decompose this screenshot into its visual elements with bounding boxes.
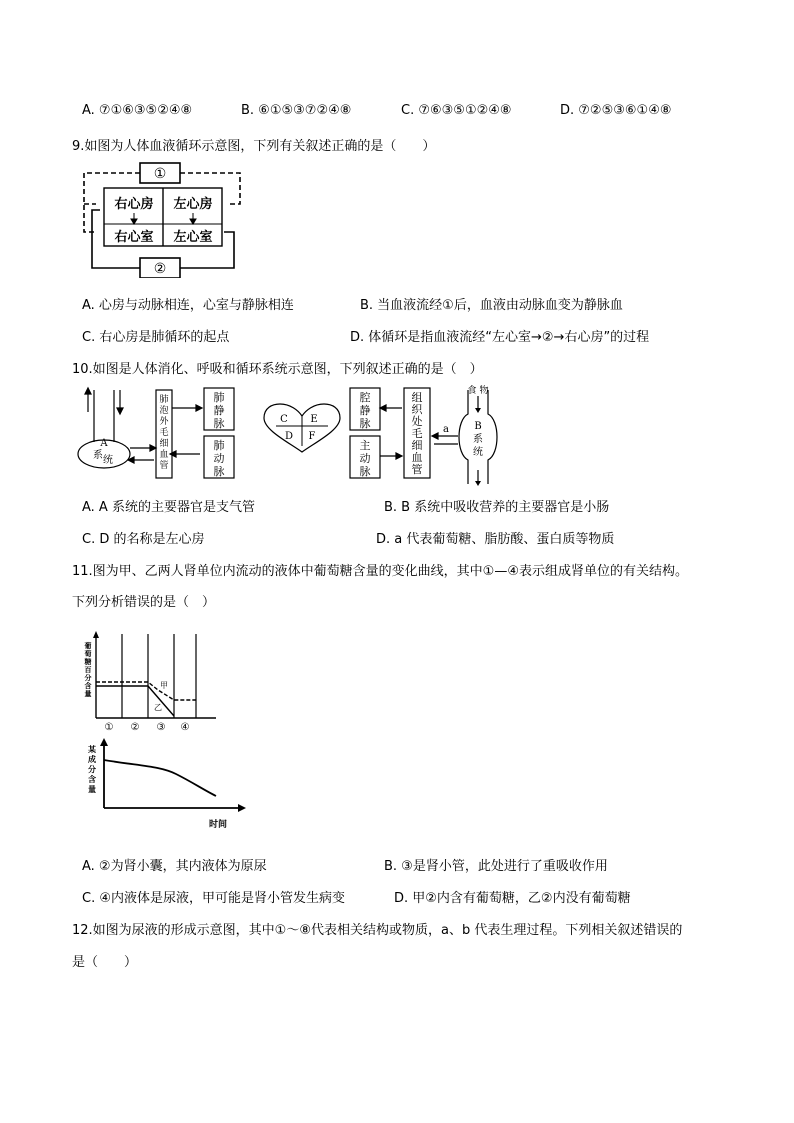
q11-component-curve [104, 760, 216, 796]
q11-xlabel: 时间 [208, 820, 228, 830]
q12-stem-line2: 是（ ） [72, 955, 138, 970]
q8-option-b: B. ⑥①⑤③⑦②④⑧ [241, 103, 352, 118]
svg-text:量: 量 [84, 689, 92, 698]
q11-glucose-chart [80, 628, 220, 732]
svg-text:糖: 糖 [84, 657, 92, 666]
svg-text:织: 织 [411, 403, 423, 416]
svg-text:主: 主 [359, 439, 371, 452]
svg-text:系: 系 [473, 434, 483, 445]
q10-option-b: B. B 系统中吸收营养的主要器官是小肠 [384, 500, 610, 515]
q8-option-a: A. ⑦①⑥③⑤②④⑧ [82, 103, 193, 118]
q9-right-atrium: 右心房 [114, 197, 154, 212]
q10-heart-c: C [280, 414, 288, 425]
svg-text:组: 组 [411, 391, 423, 404]
svg-text:肺: 肺 [159, 395, 169, 405]
q9-bottom-box-label: ② [153, 261, 167, 277]
svg-text:物: 物 [479, 386, 489, 396]
svg-text:血: 血 [411, 451, 423, 464]
svg-text:细: 细 [159, 439, 169, 449]
svg-text:血: 血 [159, 450, 169, 460]
svg-text:动: 动 [213, 452, 225, 465]
svg-text:静: 静 [359, 404, 371, 417]
q8-option-c: C. ⑦⑥③⑤①②④⑧ [401, 103, 512, 118]
svg-text:分: 分 [84, 673, 92, 682]
svg-text:成: 成 [88, 754, 96, 764]
q9-right-ventricle: 右心室 [114, 230, 154, 245]
svg-text:静: 静 [213, 404, 225, 417]
svg-text:系: 系 [93, 450, 103, 461]
q9-left-atrium: 左心房 [173, 197, 213, 212]
q11-segment-4: ④ [180, 722, 190, 732]
svg-text:脉: 脉 [213, 417, 225, 430]
q12-stem-line1: 12.如图为尿液的形成示意图，其中①～⑧代表相关结构或物质，a、b 代表生理过程。下列相关叙述错误的 [72, 923, 683, 938]
q11-segment-2: ② [130, 722, 140, 732]
svg-text:萄: 萄 [84, 649, 92, 658]
svg-text:百: 百 [84, 665, 92, 674]
svg-text:脉: 脉 [359, 465, 371, 478]
q10-option-a: A. A 系统的主要器官是支气管 [82, 500, 255, 515]
svg-text:B: B [474, 421, 482, 432]
svg-text:肺: 肺 [213, 391, 225, 404]
svg-text:细: 细 [411, 439, 423, 452]
q9-option-a: A. 心房与动脉相连，心室与静脉相连 [82, 298, 294, 313]
q11-label-yi: 乙 [154, 703, 162, 712]
svg-text:肺: 肺 [213, 439, 225, 452]
q11-option-a: A. ②为肾小囊，其内液体为原尿 [82, 859, 267, 874]
svg-text:分: 分 [88, 764, 96, 774]
q11-component-chart [80, 736, 250, 832]
q11-option-b: B. ③是肾小管，此处进行了重吸收作用 [384, 859, 608, 874]
q10-heart-f: F [308, 431, 316, 442]
svg-text:量: 量 [88, 784, 96, 794]
q10-label-a: a [443, 424, 449, 435]
q11-option-d: D. 甲②内含有葡萄糖，乙②内没有葡萄糖 [394, 891, 631, 906]
q9-top-box-label: ① [153, 166, 167, 182]
q9-circulation-diagram [78, 160, 244, 278]
q9-option-c: C. 右心房是肺循环的起点 [82, 330, 230, 345]
svg-text:统: 统 [473, 447, 483, 458]
q10-stem: 10.如图是人体消化、呼吸和循环系统示意图，下列叙述正确的是（ ） [72, 362, 483, 377]
svg-text:脉: 脉 [359, 417, 371, 430]
svg-text:食: 食 [467, 386, 477, 396]
q11-stem-line1: 11.图为甲、乙两人肾单位内流动的液体中葡萄糖含量的变化曲线，其中①—④表示组成肾单位的有关结构。 [72, 564, 688, 579]
svg-text:管: 管 [411, 463, 423, 476]
q10-option-d: D. a 代表葡萄糖、脂肪酸、蛋白质等物质 [376, 532, 615, 547]
q10-systems-diagram [74, 384, 506, 488]
q10-option-c: C. D 的名称是左心房 [82, 532, 205, 547]
q10-heart-e: E [310, 414, 318, 425]
q11-segment-3: ③ [156, 722, 166, 732]
q10-heart-d: D [284, 431, 294, 442]
q8-option-d: D. ⑦②⑤③⑥①④⑧ [560, 103, 672, 118]
svg-text:含: 含 [88, 774, 96, 784]
svg-text:处: 处 [411, 415, 423, 428]
svg-text:A: A [100, 438, 108, 449]
q11-stem-line2: 下列分析错误的是（ ） [72, 595, 216, 610]
svg-text:毛: 毛 [159, 428, 169, 438]
svg-text:统: 统 [103, 455, 113, 466]
svg-text:泡: 泡 [159, 406, 169, 416]
q11-segment-1: ① [104, 722, 114, 732]
svg-text:含: 含 [84, 681, 92, 690]
q9-stem: 9.如图为人体血液循环示意图，下列有关叙述正确的是（ ） [72, 139, 436, 154]
q11-curve-jia [96, 682, 196, 700]
svg-text:外: 外 [159, 417, 169, 427]
q11-label-jia: 甲 [160, 681, 168, 690]
svg-text:动: 动 [359, 452, 371, 465]
svg-text:脉: 脉 [213, 465, 225, 478]
q11-curve-yi [96, 686, 174, 716]
q9-left-ventricle: 左心室 [173, 230, 213, 245]
svg-text:管: 管 [159, 461, 169, 471]
svg-text:毛: 毛 [411, 427, 423, 440]
svg-text:腔: 腔 [359, 391, 371, 404]
q9-option-d: D. 体循环是指血液流经“左心室→②→右心房”的过程 [350, 330, 650, 345]
q11-option-c: C. ④内液体是尿液，甲可能是肾小管发生病变 [82, 891, 345, 906]
svg-text:葡: 葡 [84, 641, 92, 650]
q9-option-b: B. 当血液流经①后，血液由动脉血变为静脉血 [360, 298, 623, 313]
svg-text:某: 某 [88, 744, 96, 754]
